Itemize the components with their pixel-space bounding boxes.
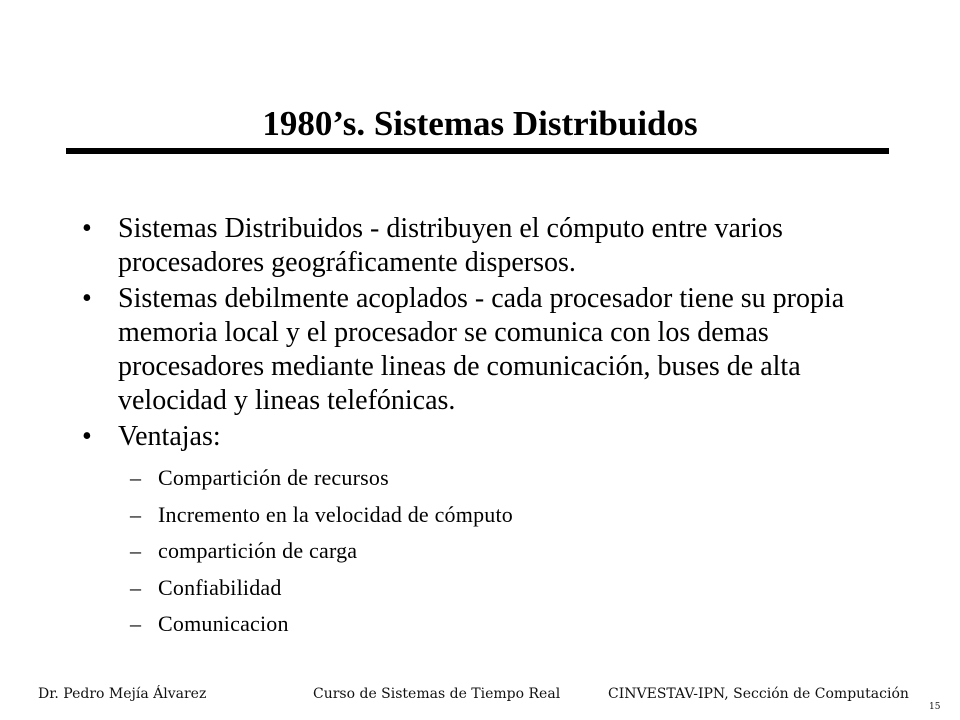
slide-title: 1980’s. Sistemas Distribuidos bbox=[262, 104, 698, 143]
bullet-icon: • bbox=[82, 213, 92, 244]
dash-icon: – bbox=[130, 611, 142, 636]
bullet-item-distributed-systems bbox=[80, 212, 900, 280]
sub-item-resource-sharing bbox=[118, 460, 900, 497]
sub-item-communication bbox=[118, 606, 900, 643]
footer-institution: CINVESTAV-IPN, Sección de Computación bbox=[608, 686, 909, 702]
footer-author: Dr. Pedro Mejía Álvarez bbox=[38, 686, 207, 702]
bullet-text: Sistemas Distribuidos - distribuyen el cómputo entre varios procesadores geográficamente dispersos. bbox=[118, 213, 783, 278]
sub-item-reliability bbox=[118, 570, 900, 607]
advantages-sub-list bbox=[118, 460, 900, 643]
slide-footer bbox=[0, 686, 960, 708]
footer-course: Curso de Sistemas de Tiempo Real bbox=[313, 686, 561, 702]
dash-icon: – bbox=[130, 538, 142, 563]
title-underline bbox=[66, 148, 889, 154]
sub-item-load-sharing bbox=[118, 533, 900, 570]
sub-item-text: Confiabilidad bbox=[158, 574, 282, 600]
bullet-icon: • bbox=[82, 283, 92, 314]
bullet-icon: • bbox=[82, 421, 92, 452]
page-number: 15 bbox=[929, 702, 941, 712]
bullet-text: Sistemas debilmente acoplados - cada procesador tiene su propia memoria local y el procesador se comunica con los demas procesadores mediante lineas de comunicación, buses de alta velocidad y lineas telefónicas. bbox=[118, 283, 845, 416]
bullet-text: Ventajas: bbox=[118, 421, 221, 452]
dash-icon: – bbox=[130, 574, 142, 600]
sub-item-text: compartición de carga bbox=[158, 538, 358, 563]
sub-item-text: Incremento en la velocidad de cómputo bbox=[158, 501, 513, 527]
sub-item-computation-speedup bbox=[118, 497, 900, 534]
dash-icon: – bbox=[130, 501, 142, 527]
sub-item-text: Compartición de recursos bbox=[158, 465, 389, 490]
bullet-item-advantages bbox=[80, 420, 900, 643]
bullet-item-loosely-coupled bbox=[80, 282, 900, 418]
dash-icon: – bbox=[130, 465, 142, 490]
sub-item-text: Comunicacion bbox=[158, 611, 289, 636]
bullet-list bbox=[80, 212, 900, 645]
